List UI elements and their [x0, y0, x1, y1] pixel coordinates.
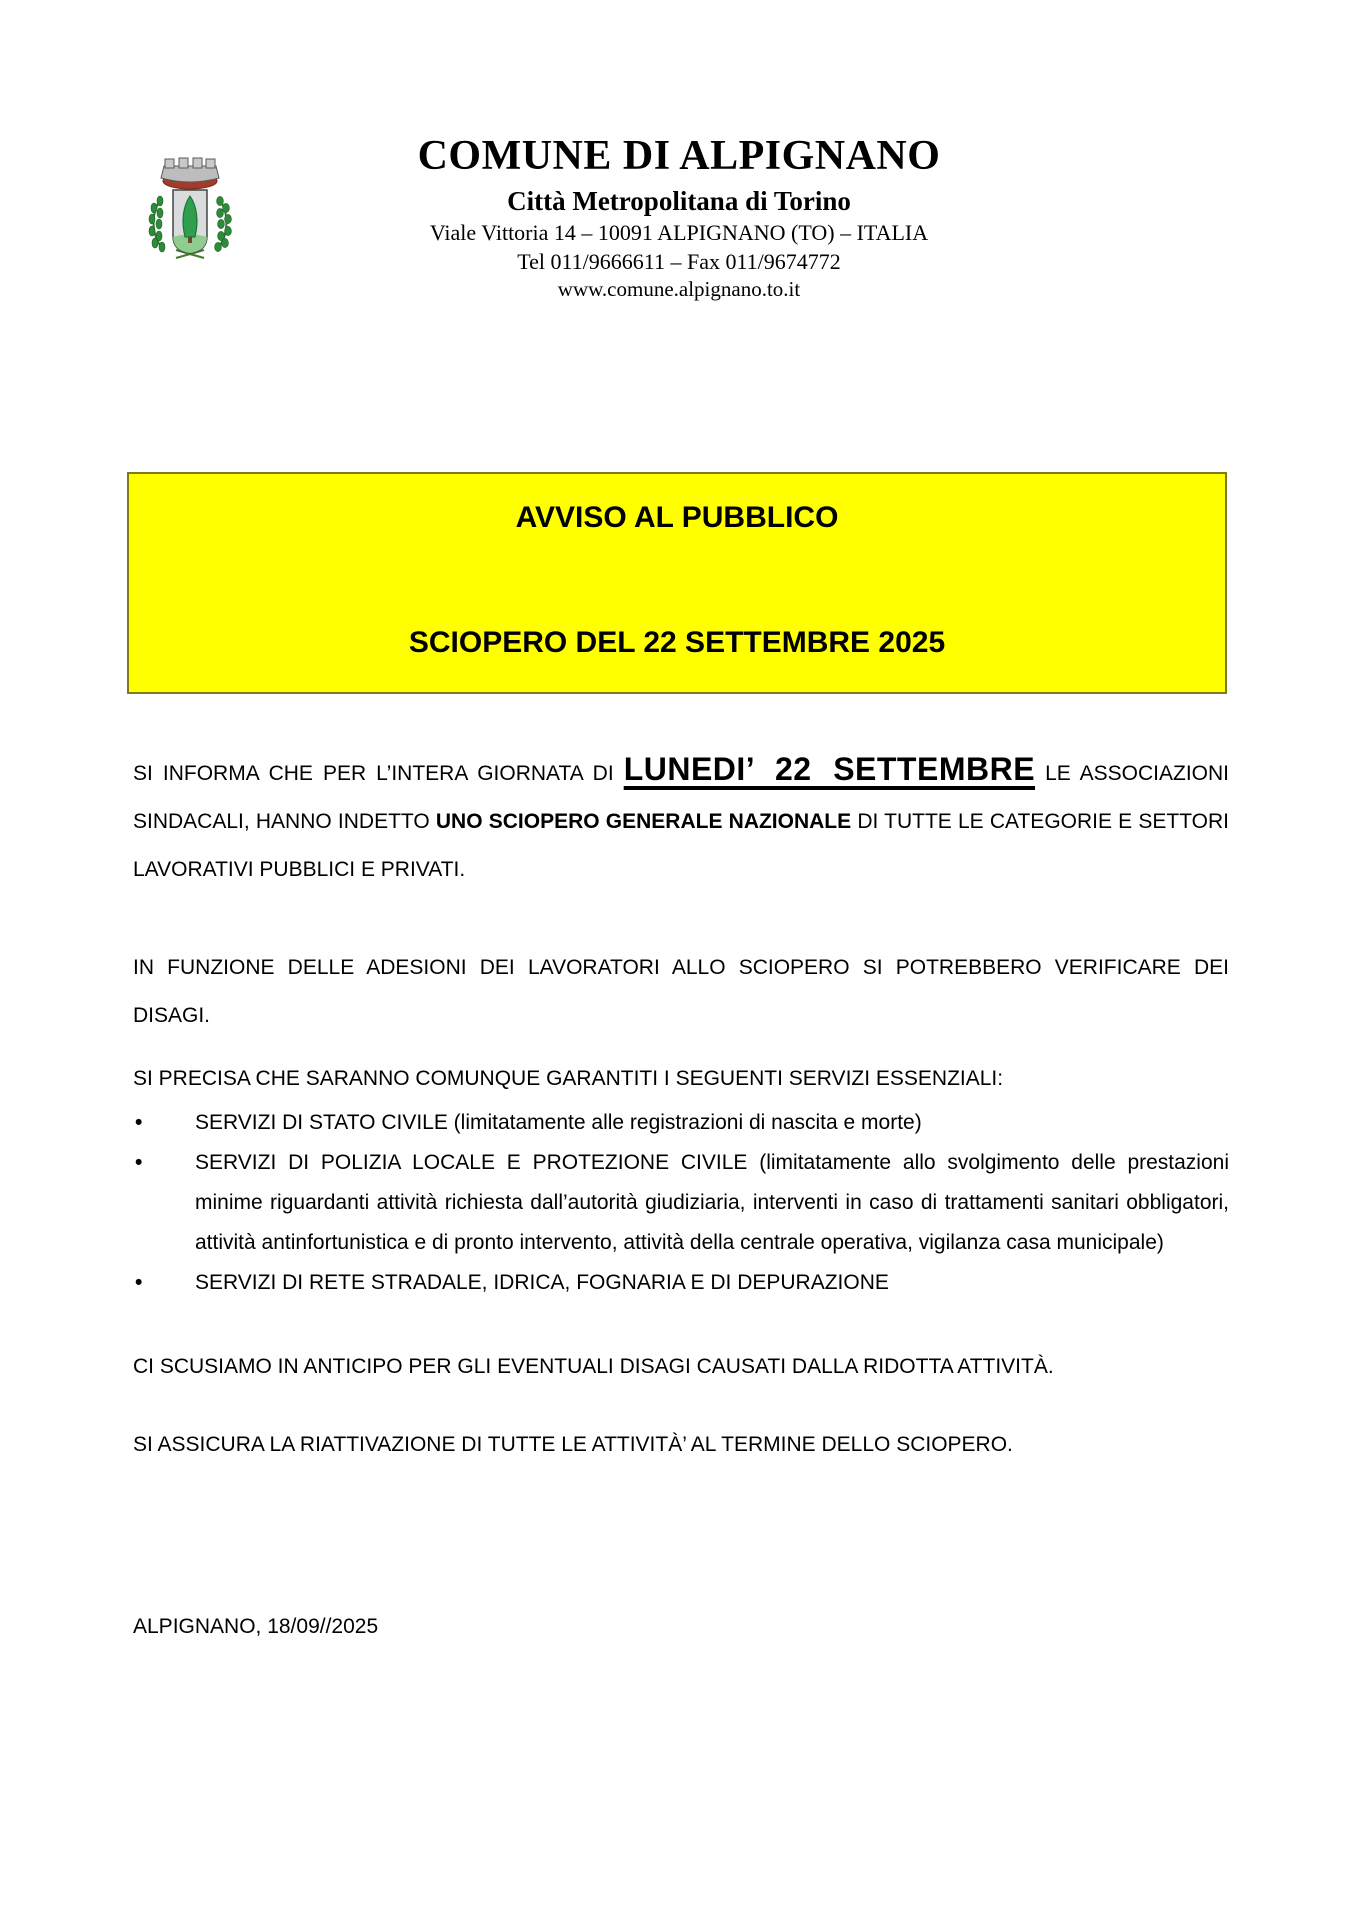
website-line: www.comune.alpignano.to.it — [557, 276, 801, 301]
paragraph-disruptions: IN FUNZIONE DELLE ADESIONI DEI LAVORATORI ALLO SCIOPERO SI POTREBBERO VERIFICARE DEI DISAGI. — [133, 956, 1229, 1027]
municipality-title: COMUNE DI ALPIGNANO — [417, 133, 941, 179]
p1-general-strike-bold: UNO SCIOPERO GENERALE NAZIONALE — [435, 810, 852, 833]
paragraph-announcement — [133, 745, 1229, 894]
banner-title: AVVISO AL PUBBLICO — [515, 501, 839, 534]
list-item: • SERVIZI DI STATO CIVILE (limitatamente alle registrazioni di nascita e morte) — [133, 1103, 1229, 1143]
paragraph-guaranteed-services-intro: SI PRECISA CHE SARANNO COMUNQUE GARANTITI I SEGUENTI SERVIZI ESSENZIALI: — [133, 1067, 1004, 1090]
p1-run1: SI INFORMA CHE PER L’INTERA GIORNATA DI — [133, 762, 624, 785]
place-date-line: ALPIGNANO, 18/09//2025 — [133, 1615, 379, 1638]
notice-banner — [127, 472, 1227, 694]
guaranteed-services-list — [133, 1103, 1229, 1303]
list-item: • SERVIZI DI POLIZIA LOCALE E PROTEZIONE CIVILE (limitatamente allo svolgimento delle prestazioni minime riguardanti attività richiesta dall’autorità giudiziaria, interventi in caso di trattamenti sanitari obbligatori, attività antinfortunistica e di pronto intervento, attività della centrale operativa, vigilanza casa municipale) — [133, 1143, 1229, 1263]
banner-subtitle: SCIOPERO DEL 22 SETTEMBRE 2025 — [408, 626, 946, 659]
paragraph-apology: CI SCUSIAMO IN ANTICIPO PER GLI EVENTUALI DISAGI CAUSATI DALLA RIDOTTA ATTIVITÀ. — [133, 1355, 1054, 1378]
list-item: • SERVIZI DI RETE STRADALE, IDRICA, FOGNARIA E DI DEPURAZIONE — [133, 1263, 1229, 1303]
municipality-subtitle: Città Metropolitana di Torino — [507, 186, 851, 217]
address-line: Viale Vittoria 14 – 10091 ALPIGNANO (TO) – ITALIA — [429, 220, 929, 246]
phone-fax-line: Tel 011/9666611 – Fax 011/9674772 — [517, 248, 841, 274]
notice-body — [133, 745, 1229, 1651]
p1-run2: LE ASSOCIAZIONI SINDACALI, HANNO INDETTO — [133, 762, 1229, 833]
letterhead — [0, 132, 1358, 301]
p1-run3: DI TUTTE LE CATEGORIE E SETTORI LAVORATIVI PUBBLICI E PRIVATI. — [133, 810, 1229, 881]
p1-strike-date-highlight: LUNEDI’ 22 SETTEMBRE — [623, 751, 1036, 787]
paragraph-resumption: SI ASSICURA LA RIATTIVAZIONE DI TUTTE LE ATTIVITÀ’ AL TERMINE DELLO SCIOPERO. — [133, 1433, 1013, 1456]
